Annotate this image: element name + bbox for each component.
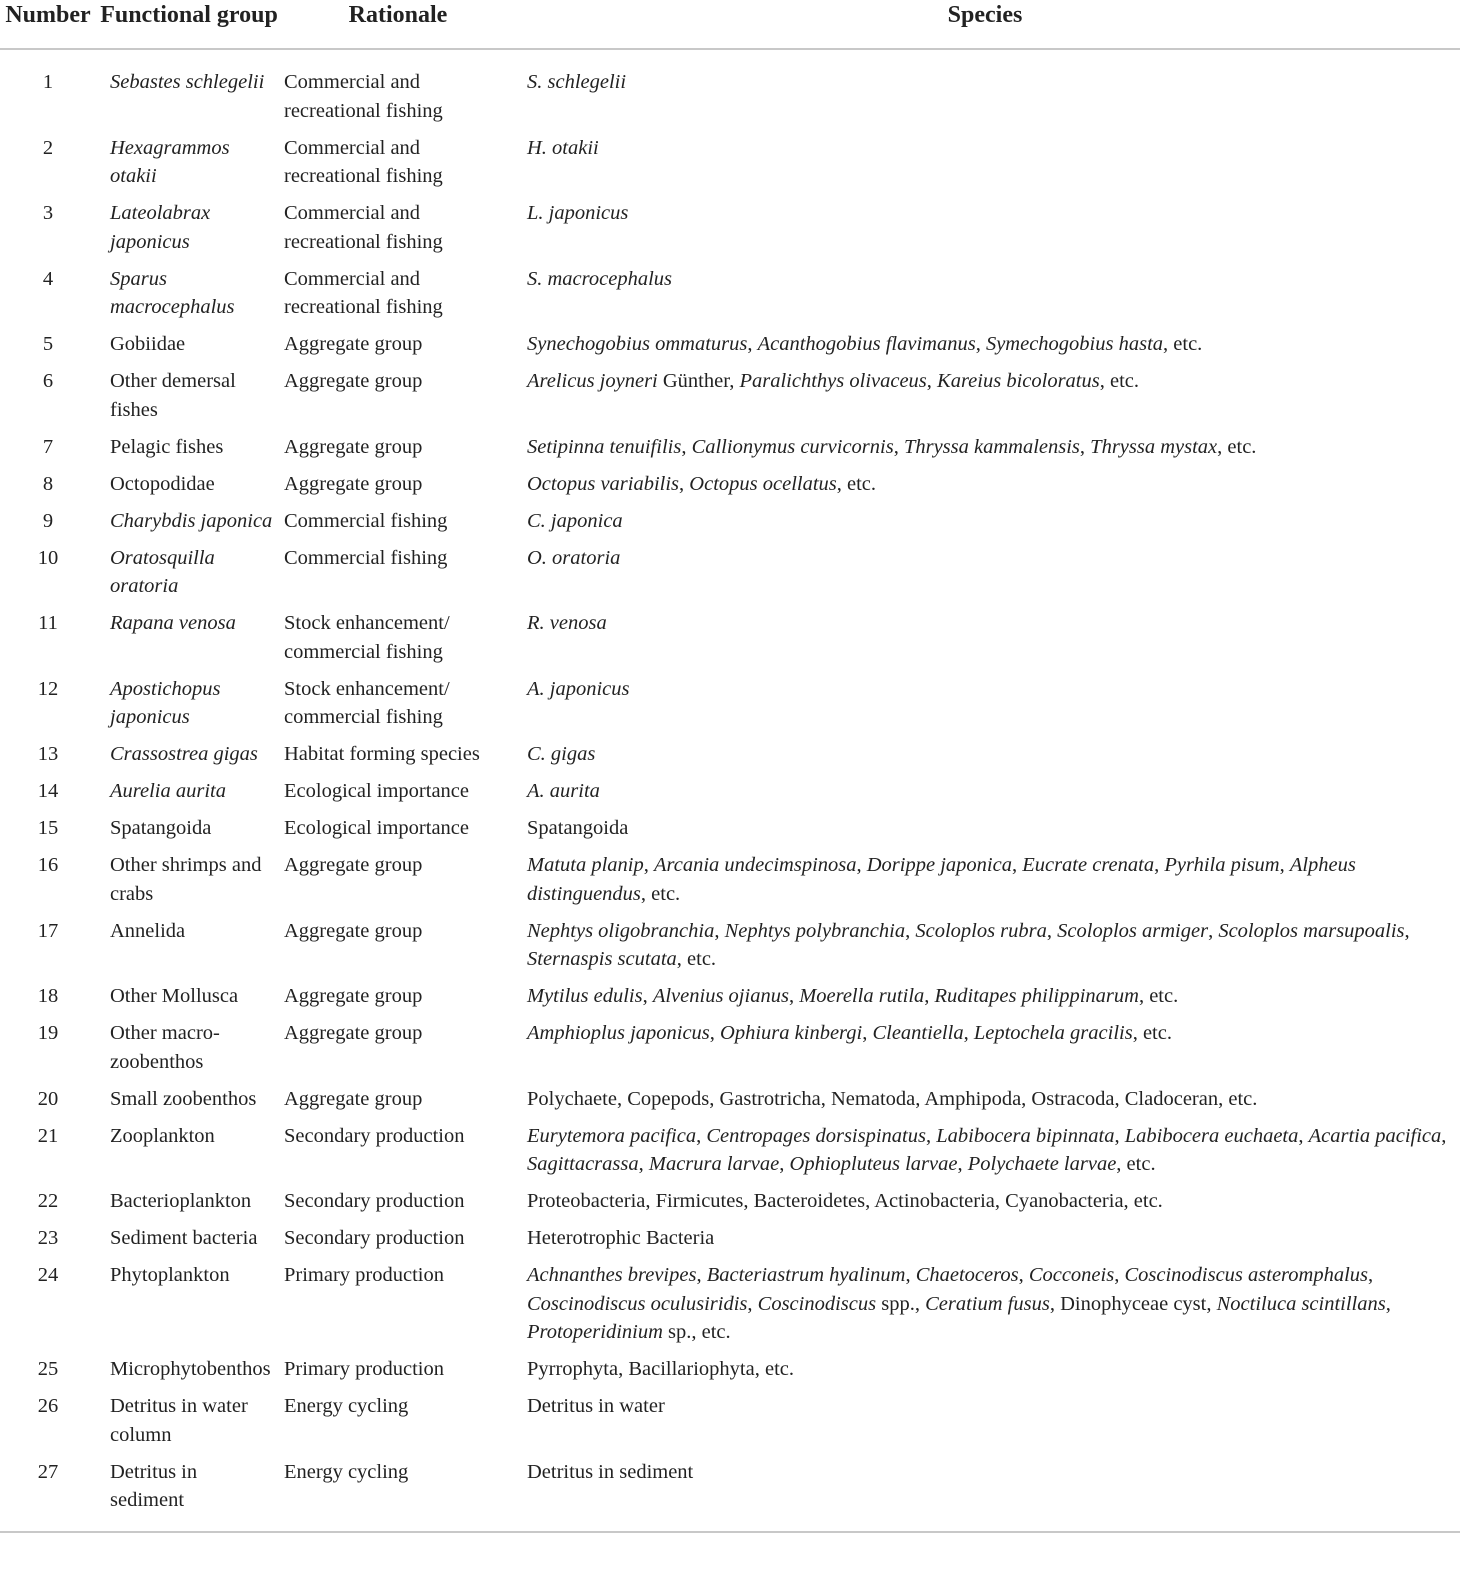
- cell-functional-group: Microphytobenthos: [110, 1358, 271, 1380]
- cell-rationale: Stock enhancement/ commercial fishing: [284, 677, 450, 728]
- cell-number: 19: [37, 1022, 59, 1044]
- cell-species: [514, 134, 1460, 200]
- cell-functional-group: Hexagrammos otakii: [110, 136, 230, 187]
- species-name-italic: Synechogobius ommaturus: [527, 333, 748, 355]
- cell-rationale: Aggregate group: [284, 919, 423, 942]
- species-name-italic: Cocconeis: [1028, 1264, 1115, 1286]
- species-name-italic: Acanthogobius flavimanus: [757, 333, 976, 355]
- cell-rationale: Aggregate group: [284, 985, 423, 1007]
- cell-species: [514, 199, 1460, 265]
- species-text: ,: [862, 1022, 873, 1044]
- species-name-italic: Eurytemora pacifica: [527, 1124, 697, 1147]
- species-name-italic: Thryssa mystax: [1090, 435, 1218, 458]
- table-row: [0, 1261, 1460, 1355]
- species-text: ,: [893, 435, 904, 458]
- cell-species: [514, 740, 1460, 777]
- species-text: ,: [638, 1153, 649, 1175]
- table-row: [0, 49, 1460, 134]
- cell-functional-group: Detritus in sediment: [96, 1458, 282, 1532]
- table-row: [0, 265, 1460, 331]
- cell-rationale: Commercial and recreational fishing: [284, 202, 443, 253]
- species-text: , etc.: [1138, 985, 1179, 1007]
- cell-species: [514, 1187, 1460, 1224]
- species-text: Detritus in sediment: [527, 1460, 694, 1483]
- species-text: , etc.: [640, 882, 681, 905]
- table-row: [0, 740, 1460, 777]
- cell-functional-group: Annelida: [110, 919, 186, 942]
- cell-number: 15: [37, 817, 59, 839]
- species-name-italic: Symechogobius hasta: [985, 333, 1164, 355]
- cell-number: 26: [37, 1395, 59, 1417]
- species-text: ,: [1079, 435, 1091, 458]
- cell-number: 14: [37, 780, 59, 802]
- species-name-italic: Coscinodiscus: [757, 1292, 877, 1315]
- species-text: ,: [1298, 1124, 1309, 1147]
- species-text: Günther,: [657, 370, 740, 392]
- table-row: [0, 330, 1460, 367]
- cell-species: [514, 507, 1460, 544]
- cell-rationale: Commercial fishing: [284, 546, 448, 569]
- species-text: ,: [788, 985, 800, 1007]
- cell-number: 4: [42, 267, 54, 290]
- species-name-italic: Pyrhila pisum: [1164, 854, 1280, 876]
- species-text: ,: [643, 854, 654, 876]
- cell-functional-group: Rapana venosa: [110, 612, 236, 634]
- cell-functional-group: Sparus macrocephalus: [110, 267, 235, 318]
- species-name-italic: Bacteriastrum hyalinum: [706, 1264, 906, 1286]
- cell-number: 12: [37, 677, 59, 700]
- species-text: ,: [963, 1022, 974, 1044]
- cell-functional-group: Gobiidae: [110, 333, 186, 355]
- species-name-italic: O. oratoria: [527, 546, 621, 569]
- cell-species: [514, 1085, 1460, 1122]
- table-row: [0, 507, 1460, 544]
- species-text: , etc.: [1217, 435, 1257, 458]
- species-text: ,: [679, 472, 690, 495]
- species-name-italic: Labibocera euchaeta: [1124, 1124, 1299, 1147]
- species-name-italic: Mytilus edulis: [527, 985, 643, 1007]
- species-text: , etc.: [676, 948, 717, 970]
- cell-number: 7: [42, 435, 54, 458]
- table-row: [0, 982, 1460, 1019]
- species-name-italic: Ceratium fusus: [925, 1292, 1050, 1315]
- cell-functional-group: Octopodidae: [110, 472, 215, 495]
- cell-species: [514, 330, 1460, 367]
- table-row: [0, 1392, 1460, 1458]
- species-name-italic: Amphioplus japonicus: [527, 1022, 710, 1044]
- species-name-italic: C. japonica: [527, 509, 623, 532]
- cell-species: [514, 470, 1460, 507]
- cell-functional-group: Other macro-zoobenthos: [110, 1022, 220, 1073]
- species-text: ,: [1018, 1264, 1029, 1286]
- cell-number: 9: [42, 509, 54, 532]
- cell-functional-group: Pelagic fishes: [110, 435, 224, 458]
- cell-number: 8: [42, 472, 54, 495]
- species-name-italic: Cleantiella: [872, 1022, 964, 1044]
- species-text: ,: [642, 985, 653, 1007]
- species-name-italic: Sternaspis scutata: [527, 948, 677, 970]
- species-text: ,: [1441, 1124, 1447, 1147]
- species-name-italic: Alpheus distinguendus: [527, 854, 1356, 905]
- cell-functional-group: Apostichopus japonicus: [110, 677, 221, 728]
- species-name-italic: Eucrate crenata: [1022, 854, 1155, 876]
- species-name-italic: Sagittacrassa: [527, 1153, 639, 1175]
- species-name-italic: Acartia pacifica: [1308, 1124, 1442, 1147]
- cell-rationale: Commercial and recreational fishing: [284, 136, 443, 187]
- species-text: ,: [709, 1022, 721, 1044]
- species-name-italic: Moerella rutila: [799, 985, 925, 1007]
- cell-functional-group: Other demersal fishes: [110, 370, 236, 421]
- table-row: [0, 1187, 1460, 1224]
- cell-number: 11: [38, 612, 58, 634]
- species-text: ,: [1046, 919, 1058, 942]
- species-name-italic: Leptochela gracilis: [973, 1022, 1133, 1044]
- cell-rationale: Aggregate group: [284, 1087, 423, 1110]
- table-row: [0, 1224, 1460, 1261]
- species-name-italic: Octopus ocellatus: [689, 472, 837, 495]
- cell-rationale: Aggregate group: [284, 370, 423, 392]
- species-name-italic: Ophiura kinbergi: [720, 1022, 863, 1044]
- species-name-italic: Setipinna tenuifilis: [527, 435, 682, 458]
- cell-number: 13: [37, 743, 59, 765]
- species-text: ,: [696, 1264, 707, 1286]
- species-name-italic: Coscinodiscus asteromphalus: [1124, 1264, 1369, 1286]
- species-name-italic: Polychaete larvae: [967, 1153, 1117, 1175]
- species-text: ,: [1368, 1264, 1374, 1286]
- species-text: ,: [1154, 854, 1165, 876]
- species-name-italic: A. japonicus: [527, 677, 630, 700]
- cell-species: [514, 1458, 1460, 1532]
- species-text: ,: [975, 333, 986, 355]
- species-text: ,: [696, 1124, 707, 1147]
- table-body: [0, 49, 1460, 1532]
- header-number: Number: [0, 0, 96, 49]
- table-row: [0, 134, 1460, 200]
- species-text: ,: [856, 854, 867, 876]
- species-text: Proteobacteria, Firmicutes, Bacteroidetes, Actinobacteria, Cyanobacteria, etc.: [527, 1190, 1163, 1212]
- species-text: , etc.: [1116, 1153, 1156, 1175]
- cell-species: [514, 433, 1460, 470]
- species-name-italic: Macrura larvae: [648, 1153, 780, 1175]
- species-text: , Dinophyceae cyst,: [1049, 1292, 1217, 1315]
- species-text: , etc.: [1163, 333, 1203, 355]
- cell-number: 21: [37, 1124, 59, 1147]
- cell-number: 24: [37, 1264, 59, 1286]
- table-row: [0, 1458, 1460, 1532]
- species-name-italic: H. otakii: [527, 136, 599, 159]
- table-row: [0, 1122, 1460, 1188]
- species-name-italic: Alvenius ojianus: [652, 985, 789, 1007]
- cell-species: [514, 1019, 1460, 1085]
- header-functional-group: Functional group: [96, 0, 282, 49]
- cell-number: 1: [42, 71, 54, 93]
- table-row: [0, 433, 1460, 470]
- table-header: [0, 0, 1460, 49]
- species-text: Polychaete, Copepods, Gastrotricha, Nematoda, Amphipoda, Ostracoda, Cladoceran, etc.: [527, 1087, 1258, 1110]
- cell-functional-group: Charybdis japonica: [110, 509, 273, 532]
- cell-rationale: Commercial fishing: [284, 509, 448, 532]
- cell-rationale: Commercial and recreational fishing: [284, 267, 443, 318]
- species-name-italic: Matuta planip: [527, 854, 644, 876]
- header-row: [0, 0, 1460, 49]
- cell-rationale: Aggregate group: [284, 854, 423, 876]
- cell-species: [514, 1224, 1460, 1261]
- species-text: ,: [905, 1264, 916, 1286]
- cell-species: [514, 544, 1460, 610]
- table-row: [0, 814, 1460, 851]
- species-name-italic: L. japonicus: [527, 202, 629, 224]
- species-name-italic: Centropages dorsispinatus: [706, 1124, 926, 1147]
- cell-functional-group: Sediment bacteria: [110, 1227, 258, 1249]
- cell-functional-group: Lateolabrax japonicus: [110, 202, 211, 253]
- species-name-italic: Kareius bicoloratus: [937, 370, 1100, 392]
- cell-functional-group: Phytoplankton: [110, 1264, 230, 1286]
- cell-number: 2: [42, 136, 54, 159]
- cell-species: [514, 851, 1460, 917]
- cell-species: [514, 1392, 1460, 1458]
- species-text: ,: [905, 919, 916, 942]
- species-text: ,: [1114, 1124, 1125, 1147]
- cell-species: [514, 982, 1460, 1019]
- species-text: sp., etc.: [662, 1321, 731, 1343]
- cell-species: [514, 777, 1460, 814]
- species-text: ,: [747, 1292, 758, 1315]
- species-name-italic: Achnanthes brevipes: [527, 1264, 697, 1286]
- cell-functional-group: Sebastes schlegelii: [110, 71, 265, 93]
- cell-functional-group: Other shrimps and crabs: [110, 854, 262, 905]
- table-row: [0, 851, 1460, 917]
- cell-number: 16: [37, 854, 59, 876]
- species-name-italic: Nephtys polybranchia: [724, 919, 906, 942]
- species-name-italic: Arelicus joyneri: [527, 370, 658, 392]
- species-name-italic: Dorippe japonica: [866, 854, 1012, 876]
- cell-number: 10: [37, 546, 59, 569]
- species-name-italic: Protoperidinium: [527, 1321, 663, 1343]
- species-name-italic: Arcania undecimspinosa: [653, 854, 857, 876]
- cell-number: 18: [37, 985, 59, 1007]
- cell-number: 22: [37, 1190, 59, 1212]
- species-text: ,: [925, 1124, 937, 1147]
- species-name-italic: Coscinodiscus oculusiridis: [527, 1292, 748, 1315]
- header-rationale: Rationale: [282, 0, 514, 49]
- cell-species: [514, 265, 1460, 331]
- species-text: ,: [926, 370, 938, 392]
- cell-functional-group: Zooplankton: [110, 1124, 215, 1147]
- table-row: [0, 777, 1460, 814]
- cell-rationale: Primary production: [284, 1264, 444, 1286]
- header-species: Species: [514, 0, 1460, 49]
- species-text: Heterotrophic Bacteria: [527, 1227, 715, 1249]
- species-text: Pyrrophyta, Bacillariophyta, etc.: [527, 1358, 794, 1380]
- species-text: ,: [1114, 1264, 1125, 1286]
- table-row: [0, 367, 1460, 433]
- table-row: [0, 609, 1460, 675]
- species-text: ,: [1279, 854, 1290, 876]
- cell-rationale: Secondary production: [284, 1227, 465, 1249]
- cell-functional-group: Bacterioplankton: [110, 1190, 252, 1212]
- table-row: [0, 1355, 1460, 1392]
- species-name-italic: Noctiluca scintillans: [1216, 1292, 1386, 1315]
- cell-number: 27: [0, 1458, 96, 1532]
- species-name-italic: C. gigas: [527, 743, 596, 765]
- cell-functional-group: Other Mollusca: [110, 985, 239, 1007]
- species-name-italic: S. macrocephalus: [527, 267, 672, 290]
- species-name-italic: R. venosa: [527, 612, 607, 634]
- cell-functional-group: Spatangoida: [110, 817, 212, 839]
- species-text: ,: [714, 919, 725, 942]
- cell-functional-group: Oratosquilla oratoria: [110, 546, 215, 597]
- cell-rationale: Energy cycling: [282, 1458, 514, 1532]
- cell-species: [514, 1261, 1460, 1355]
- table-row: [0, 1085, 1460, 1122]
- cell-functional-group: Small zoobenthos: [110, 1087, 257, 1110]
- species-text: ,: [957, 1153, 968, 1175]
- species-text: , etc.: [1132, 1022, 1172, 1044]
- cell-number: 17: [37, 919, 59, 942]
- species-name-italic: Chaetoceros: [915, 1264, 1019, 1286]
- cell-species: [514, 917, 1460, 983]
- species-name-italic: Scoloplos marsupoalis: [1218, 919, 1405, 942]
- cell-functional-group: Aurelia aurita: [110, 780, 226, 802]
- cell-species: [514, 814, 1460, 851]
- cell-number: 6: [42, 370, 54, 392]
- cell-number: 23: [37, 1227, 59, 1249]
- cell-species: [514, 49, 1460, 134]
- cell-functional-group: Detritus in water column: [110, 1395, 248, 1446]
- species-text: ,: [681, 435, 692, 458]
- cell-rationale: Commercial and recreational fishing: [284, 71, 443, 122]
- species-text: Detritus in water: [527, 1395, 665, 1417]
- table-row: [0, 917, 1460, 983]
- cell-rationale: Secondary production: [284, 1190, 465, 1212]
- species-text: ,: [1385, 1292, 1391, 1315]
- species-name-italic: Ophiopluteus larvae: [789, 1153, 958, 1175]
- species-text: ,: [1404, 919, 1410, 942]
- species-name-italic: Scoloplos rubra: [915, 919, 1047, 942]
- species-name-italic: A. aurita: [527, 780, 600, 802]
- species-text: ,: [779, 1153, 790, 1175]
- table-row: [0, 544, 1460, 610]
- cell-rationale: Stock enhancement/ commercial fishing: [284, 612, 450, 663]
- cell-species: [514, 1355, 1460, 1392]
- cell-species: [514, 675, 1460, 741]
- species-text: spp.,: [876, 1292, 926, 1315]
- cell-rationale: Ecological importance: [284, 780, 469, 802]
- cell-number: 3: [42, 202, 54, 224]
- cell-rationale: Primary production: [284, 1358, 444, 1380]
- species-name-italic: Scoloplos armiger: [1057, 919, 1209, 942]
- species-name-italic: Labibocera bipinnata: [936, 1124, 1115, 1147]
- cell-species: [514, 609, 1460, 675]
- table-row: [0, 1019, 1460, 1085]
- species-text: ,: [1208, 919, 1219, 942]
- table-row: [0, 675, 1460, 741]
- species-name-italic: Callionymus curvicornis: [691, 435, 894, 458]
- species-name-italic: Thryssa kammalensis: [903, 435, 1080, 458]
- species-name-italic: Paralichthys olivaceus: [739, 370, 927, 392]
- cell-rationale: Habitat forming species: [284, 743, 480, 765]
- species-text: ,: [1011, 854, 1023, 876]
- cell-rationale: Secondary production: [284, 1124, 465, 1147]
- species-name-italic: Nephtys oligobranchia: [527, 919, 715, 942]
- cell-species: [514, 367, 1460, 433]
- cell-rationale: Aggregate group: [284, 472, 423, 495]
- cell-number: 20: [37, 1087, 59, 1110]
- table-row: [0, 470, 1460, 507]
- species-text: , etc.: [1099, 370, 1140, 392]
- cell-species: [514, 1122, 1460, 1188]
- species-name-italic: Octopus variabilis: [527, 472, 680, 495]
- cell-rationale: Aggregate group: [284, 1022, 423, 1044]
- species-name-italic: Ruditapes philippinarum: [934, 985, 1139, 1007]
- species-name-italic: S. schlegelii: [527, 71, 627, 93]
- species-text: Spatangoida: [527, 817, 629, 839]
- cell-rationale: Ecological importance: [284, 817, 469, 839]
- cell-rationale: Aggregate group: [284, 435, 423, 458]
- cell-number: 25: [37, 1358, 59, 1380]
- species-text: ,: [747, 333, 758, 355]
- cell-number: 5: [42, 333, 54, 355]
- cell-rationale: Energy cycling: [284, 1395, 409, 1417]
- table-row: [0, 199, 1460, 265]
- cell-functional-group: Crassostrea gigas: [110, 743, 258, 765]
- species-text: ,: [924, 985, 935, 1007]
- cell-rationale: Aggregate group: [284, 333, 423, 355]
- species-text: , etc.: [836, 472, 877, 495]
